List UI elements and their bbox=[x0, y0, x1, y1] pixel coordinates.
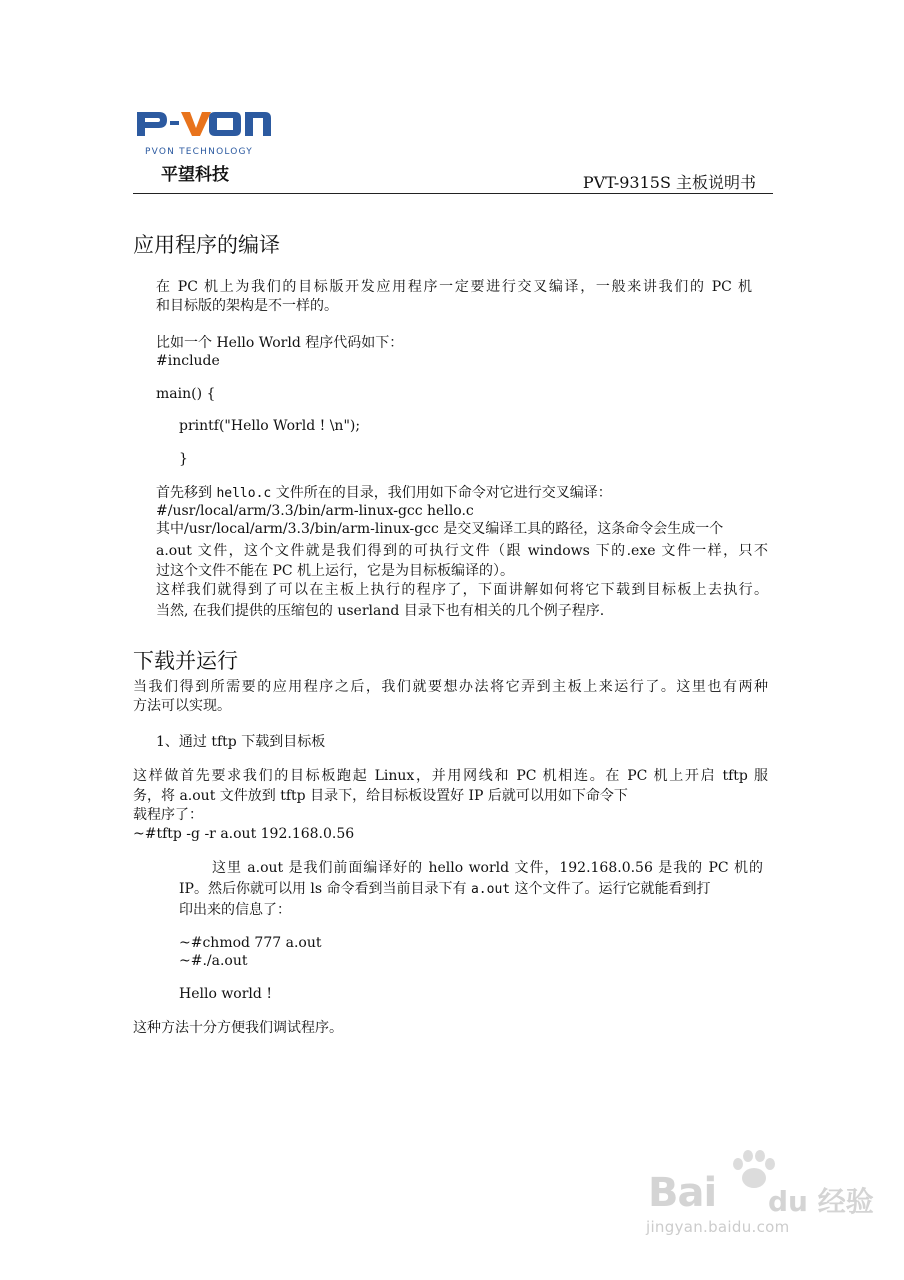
paragraph-run-intro-line2: 方法可以实现。 bbox=[133, 698, 231, 714]
paragraph-convenient: 这种方法十分方便我们调试程序。 bbox=[133, 1020, 343, 1036]
code-main: main() { bbox=[156, 386, 216, 402]
paragraph-cross-compile-line1: 在 PC 机上为我们的目标版开发应用程序一定要进行交叉编译，一般来讲我们的 PC 机 bbox=[156, 279, 752, 295]
watermark-brand: Bai bbox=[648, 1170, 717, 1216]
paragraph-run-intro-line1: 当我们得到所需要的应用程序之后，我们就要想办法将它弄到主板上来运行了。这里也有两种 bbox=[133, 679, 768, 695]
move-text-b: 文件所在的目录，我们用如下命令对它进行交叉编译： bbox=[271, 485, 612, 501]
aout-text-a: IP。然后你就可以用 ls 命令看到当前目录下有 bbox=[179, 881, 471, 897]
section-heading-download-run: 下载并运行 bbox=[133, 649, 238, 673]
paragraph-move-to-dir bbox=[156, 484, 612, 503]
hello-c-filename: hello.c bbox=[216, 486, 272, 501]
list-item-tftp: 1、通过 tftp 下载到目标板 bbox=[156, 734, 326, 750]
paragraph-tftp-line3: 载程序了： bbox=[133, 807, 203, 823]
paragraph-tool-path-line2: a.out 文件，这个文件就是我们得到的可执行文件（跟 windows 下的.exe 文件一样，只不 bbox=[156, 543, 768, 559]
run-command: ~#./a.out bbox=[179, 953, 248, 969]
compile-command: #/usr/local/arm/3.3/bin/arm-linux-gcc hello.c bbox=[156, 503, 474, 519]
code-include: #include bbox=[156, 353, 220, 369]
baidu-watermark bbox=[640, 1150, 874, 1250]
paragraph-hello-intro: 比如一个 Hello World 程序代码如下： bbox=[156, 335, 404, 351]
paragraph-tftp-line2: 务，将 a.out 文件放到 tftp 目录下，给目标板设置好 IP 后就可以用如下命令下 bbox=[133, 788, 628, 804]
paragraph-tool-path-line3: 过这个文件不能在 PC 机上运行，它是为目标板编译的）。 bbox=[156, 563, 515, 579]
aout-filename: a.out bbox=[470, 882, 511, 897]
program-output: Hello world ! bbox=[179, 986, 272, 1002]
pvon-wordmark-icon bbox=[133, 104, 273, 144]
move-text-a: 首先移到 bbox=[156, 485, 217, 501]
company-logo bbox=[133, 104, 273, 186]
logo-subtitle: PVON TECHNOLOGY bbox=[145, 147, 253, 157]
paragraph-userland-examples: 当然, 在我们提供的压缩包的 userland 目录下也有相关的几个例子程序. bbox=[156, 603, 605, 619]
code-close-brace: } bbox=[179, 451, 188, 467]
paragraph-program-ready: 这样我们就得到了可以在主板上执行的程序了，下面讲解如何将它下载到目标板上去执行。 bbox=[156, 582, 768, 598]
paragraph-tool-path-line1: 其中/usr/local/arm/3.3/bin/arm-linux-gcc 是交叉编译工具的路径，这条命令会生成一个 bbox=[156, 521, 724, 537]
watermark-url: jingyan.baidu.com bbox=[646, 1218, 790, 1236]
code-printf: printf("Hello World ! \n"); bbox=[179, 418, 361, 434]
document-title: PVT-9315S 主板说明书 bbox=[582, 173, 756, 192]
logo-chinese-name: 平望科技 bbox=[161, 165, 229, 185]
paragraph-tftp-line1: 这样做首先要求我们的目标板跑起 Linux，并用网线和 PC 机相连。在 PC 机上开启 tftp 服 bbox=[133, 768, 768, 784]
paragraph-aout-line1: 这里 a.out 是我们前面编译好的 hello world 文件，192.168.0.56 是我的 PC 机的 bbox=[212, 860, 763, 876]
section-heading-compile: 应用程序的编译 bbox=[133, 233, 280, 257]
paragraph-aout-line3: 印出来的信息了： bbox=[179, 902, 291, 918]
paragraph-cross-compile-line2: 和目标版的架构是不一样的。 bbox=[156, 298, 338, 314]
paragraph-aout-line2 bbox=[179, 880, 711, 899]
tftp-command: ~#tftp -g -r a.out 192.168.0.56 bbox=[133, 826, 355, 842]
chmod-command: ~#chmod 777 a.out bbox=[179, 935, 322, 951]
header-divider bbox=[133, 193, 773, 194]
watermark-brand-suffix: du 经验 bbox=[768, 1185, 874, 1218]
aout-text-b: 这个文件了。运行它就能看到打 bbox=[510, 881, 711, 897]
